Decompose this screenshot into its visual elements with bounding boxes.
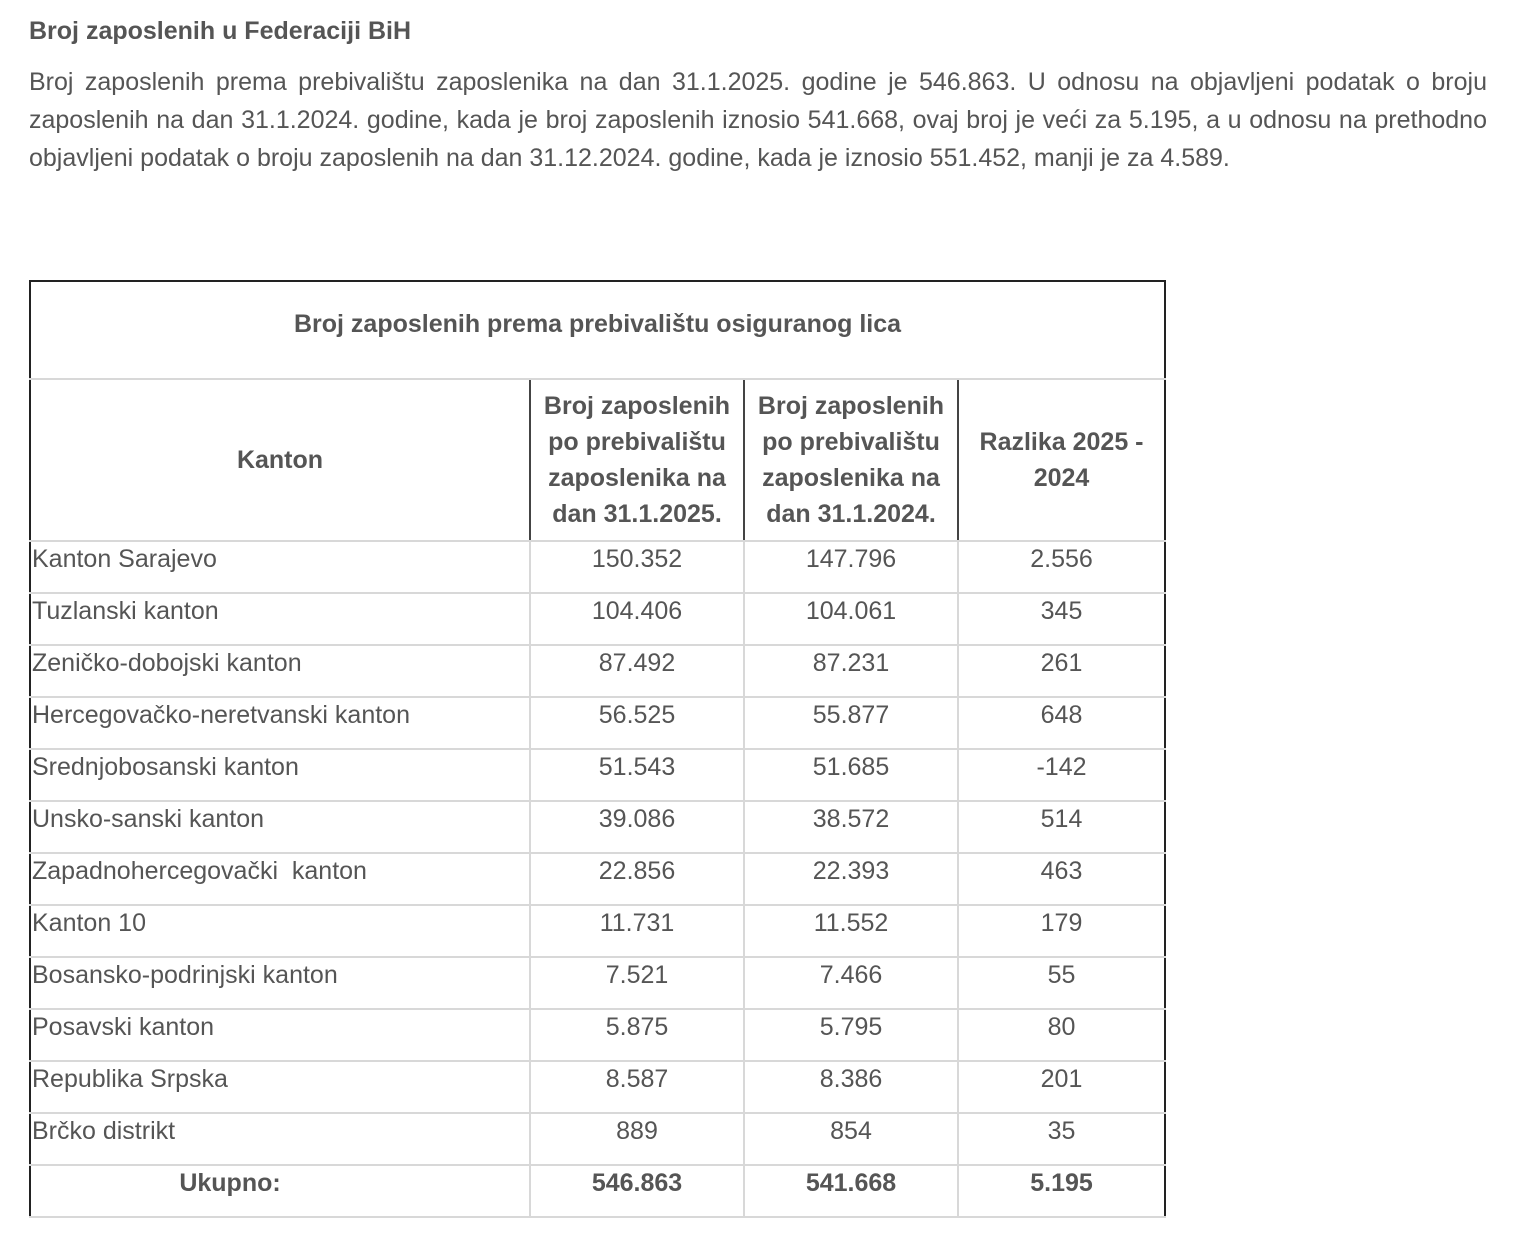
employed-2025: 87.492 [530, 645, 744, 697]
canton-name: Kanton Sarajevo [30, 541, 530, 593]
employed-2025: 7.521 [530, 957, 744, 1009]
table-row [30, 1113, 1165, 1165]
table-caption: Broj zaposlenih prema prebivalištu osiguranog lica [30, 281, 1165, 379]
total-label: Ukupno: [30, 1165, 530, 1217]
difference: -142 [958, 749, 1165, 801]
difference: 55 [958, 957, 1165, 1009]
canton-name: Hercegovačko-neretvanski kanton [30, 697, 530, 749]
canton-name: Zeničko-dobojski kanton [30, 645, 530, 697]
total-2024: 541.668 [744, 1165, 958, 1217]
table-row [30, 801, 1165, 853]
table-row [30, 541, 1165, 593]
canton-name: Zapadnohercegovački kanton [30, 853, 530, 905]
employed-2024: 5.795 [744, 1009, 958, 1061]
difference: 201 [958, 1061, 1165, 1113]
column-header-difference: Razlika 2025 - 2024 [958, 379, 1165, 541]
page-title: Broj zaposlenih u Federaciji BiH [29, 17, 412, 45]
canton-name: Posavski kanton [30, 1009, 530, 1061]
employed-2025: 22.856 [530, 853, 744, 905]
intro-paragraph: Broj zaposlenih prema prebivalištu zaposlenika na dan 31.1.2025. godine je 546.863. U odnosu na objavljeni podatak o broju zaposlenih na dan 31.1.2024. godine, kada je broj zaposlenih iznosio 541.668, ovaj broj je veći za 5.195, a u odnosu na prethodno objavljeni podatak o broju zaposlenih na dan 31.12.2024. godine, kada je iznosio 551.452, manji je za 4.589. [29, 68, 1487, 172]
employed-2025: 8.587 [530, 1061, 744, 1113]
employed-2025: 11.731 [530, 905, 744, 957]
difference: 80 [958, 1009, 1165, 1061]
employed-2025: 56.525 [530, 697, 744, 749]
employed-2025: 5.875 [530, 1009, 744, 1061]
difference: 345 [958, 593, 1165, 645]
employed-2024: 51.685 [744, 749, 958, 801]
difference: 179 [958, 905, 1165, 957]
canton-name: Bosansko-podrinjski kanton [30, 957, 530, 1009]
table-row [30, 697, 1165, 749]
employed-2024: 38.572 [744, 801, 958, 853]
table-row [30, 853, 1165, 905]
total-row [30, 1165, 1165, 1217]
difference: 648 [958, 697, 1165, 749]
employed-2025: 51.543 [530, 749, 744, 801]
canton-name: Unsko-sanski kanton [30, 801, 530, 853]
canton-name: Brčko distrikt [30, 1113, 530, 1165]
employed-2025: 104.406 [530, 593, 744, 645]
employed-2024: 87.231 [744, 645, 958, 697]
employed-2024: 104.061 [744, 593, 958, 645]
difference: 514 [958, 801, 1165, 853]
column-header-kanton: Kanton [30, 379, 530, 541]
employed-2025: 889 [530, 1113, 744, 1165]
column-header-2025: Broj zaposlenih po prebivalištu zaposlenika na dan 31.1.2025. [530, 379, 744, 541]
table-row [30, 1009, 1165, 1061]
difference: 261 [958, 645, 1165, 697]
employed-2024: 55.877 [744, 697, 958, 749]
difference: 35 [958, 1113, 1165, 1165]
employed-2024: 854 [744, 1113, 958, 1165]
table-row [30, 1061, 1165, 1113]
canton-name: Tuzlanski kanton [30, 593, 530, 645]
employed-2024: 147.796 [744, 541, 958, 593]
column-header-2024: Broj zaposlenih po prebivalištu zaposlenika na dan 31.1.2024. [744, 379, 958, 541]
employed-2025: 150.352 [530, 541, 744, 593]
difference: 463 [958, 853, 1165, 905]
employed-2024: 8.386 [744, 1061, 958, 1113]
employment-table [29, 280, 1166, 1218]
table-row [30, 905, 1165, 957]
total-2025: 546.863 [530, 1165, 744, 1217]
table-row [30, 957, 1165, 1009]
total-difference: 5.195 [958, 1165, 1165, 1217]
table-row [30, 593, 1165, 645]
employed-2024: 7.466 [744, 957, 958, 1009]
employed-2024: 11.552 [744, 905, 958, 957]
canton-name: Republika Srpska [30, 1061, 530, 1113]
employed-2025: 39.086 [530, 801, 744, 853]
employed-2024: 22.393 [744, 853, 958, 905]
difference: 2.556 [958, 541, 1165, 593]
canton-name: Kanton 10 [30, 905, 530, 957]
canton-name: Srednjobosanski kanton [30, 749, 530, 801]
table-row [30, 749, 1165, 801]
table-row [30, 645, 1165, 697]
